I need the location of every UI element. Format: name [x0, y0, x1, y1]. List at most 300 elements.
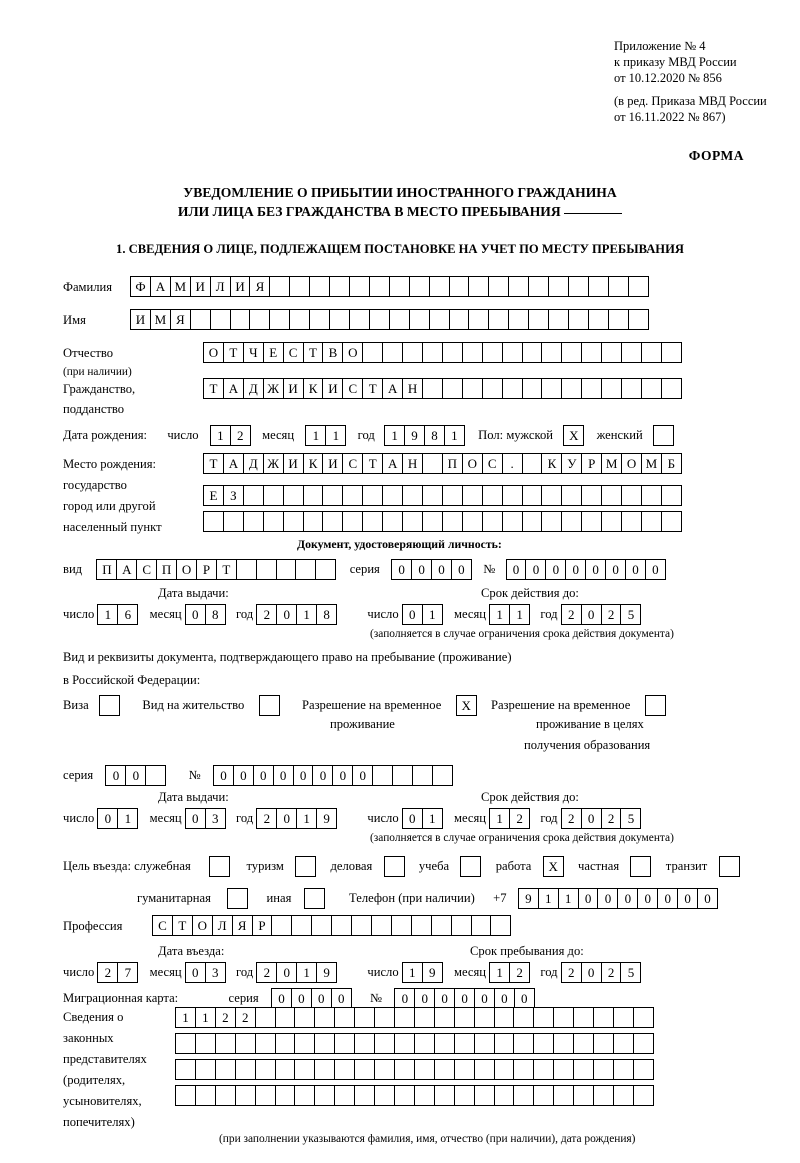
- char-cell[interactable]: О: [342, 342, 363, 363]
- char-cell[interactable]: 1: [558, 888, 579, 909]
- char-cell[interactable]: [568, 276, 589, 297]
- char-cell[interactable]: Н: [402, 378, 423, 399]
- char-cell[interactable]: [522, 511, 543, 532]
- char-cell[interactable]: Т: [362, 378, 383, 399]
- permit-valid-year-input[interactable]: [561, 808, 642, 829]
- char-cell[interactable]: [349, 309, 370, 330]
- char-cell[interactable]: 0: [394, 988, 415, 1009]
- char-cell[interactable]: [541, 511, 562, 532]
- permit-valid-month-input[interactable]: [489, 808, 530, 829]
- char-cell[interactable]: [195, 1059, 216, 1080]
- doc-issue-month-input[interactable]: [185, 604, 226, 625]
- char-cell[interactable]: О: [203, 342, 224, 363]
- surname-input[interactable]: [130, 276, 649, 297]
- char-cell[interactable]: 0: [352, 765, 373, 786]
- char-cell[interactable]: [314, 1007, 335, 1028]
- legal-rep-input-row-1[interactable]: [175, 1007, 654, 1028]
- char-cell[interactable]: [608, 309, 629, 330]
- char-cell[interactable]: [449, 309, 470, 330]
- char-cell[interactable]: [482, 378, 503, 399]
- char-cell[interactable]: [442, 485, 463, 506]
- char-cell[interactable]: 0: [125, 765, 146, 786]
- char-cell[interactable]: А: [150, 276, 171, 297]
- char-cell[interactable]: [329, 309, 350, 330]
- birth-day-input[interactable]: [210, 425, 251, 446]
- char-cell[interactable]: И: [230, 276, 251, 297]
- purpose-work-checkbox[interactable]: X: [543, 856, 564, 877]
- char-cell[interactable]: 2: [97, 962, 118, 983]
- char-cell[interactable]: 2: [561, 604, 582, 625]
- char-cell[interactable]: [442, 378, 463, 399]
- char-cell[interactable]: Т: [216, 559, 237, 580]
- char-cell[interactable]: [502, 378, 523, 399]
- char-cell[interactable]: [541, 485, 562, 506]
- char-cell[interactable]: [354, 1059, 375, 1080]
- char-cell[interactable]: [414, 1007, 435, 1028]
- char-cell[interactable]: [195, 1033, 216, 1054]
- char-cell[interactable]: [621, 485, 642, 506]
- char-cell[interactable]: [275, 1033, 296, 1054]
- char-cell[interactable]: [474, 1033, 495, 1054]
- char-cell[interactable]: [362, 485, 383, 506]
- char-cell[interactable]: [314, 1059, 335, 1080]
- entry-month-input[interactable]: [185, 962, 226, 983]
- char-cell[interactable]: Т: [303, 342, 324, 363]
- char-cell[interactable]: [275, 1059, 296, 1080]
- char-cell[interactable]: 1: [210, 425, 231, 446]
- char-cell[interactable]: [601, 342, 622, 363]
- char-cell[interactable]: [175, 1085, 196, 1106]
- char-cell[interactable]: [303, 511, 324, 532]
- char-cell[interactable]: 8: [205, 604, 226, 625]
- char-cell[interactable]: [471, 915, 492, 936]
- permit-issue-day-input[interactable]: [97, 808, 138, 829]
- char-cell[interactable]: 2: [509, 808, 530, 829]
- char-cell[interactable]: [374, 1007, 395, 1028]
- char-cell[interactable]: [468, 276, 489, 297]
- char-cell[interactable]: [661, 378, 682, 399]
- char-cell[interactable]: Т: [172, 915, 193, 936]
- char-cell[interactable]: [468, 309, 489, 330]
- char-cell[interactable]: [633, 1059, 654, 1080]
- char-cell[interactable]: [553, 1085, 574, 1106]
- doc-issue-day-input[interactable]: [97, 604, 138, 625]
- char-cell[interactable]: [588, 309, 609, 330]
- char-cell[interactable]: 0: [291, 988, 312, 1009]
- char-cell[interactable]: 5: [620, 604, 641, 625]
- char-cell[interactable]: [249, 309, 270, 330]
- char-cell[interactable]: [454, 1085, 475, 1106]
- char-cell[interactable]: 8: [316, 604, 337, 625]
- char-cell[interactable]: А: [382, 453, 403, 474]
- char-cell[interactable]: [402, 485, 423, 506]
- char-cell[interactable]: [215, 1033, 236, 1054]
- char-cell[interactable]: Л: [210, 276, 231, 297]
- char-cell[interactable]: [628, 309, 649, 330]
- char-cell[interactable]: 1: [402, 962, 423, 983]
- char-cell[interactable]: [275, 1085, 296, 1106]
- char-cell[interactable]: Б: [661, 453, 682, 474]
- doc-issue-year-input[interactable]: [256, 604, 337, 625]
- char-cell[interactable]: 0: [391, 559, 412, 580]
- char-cell[interactable]: 0: [233, 765, 254, 786]
- char-cell[interactable]: [641, 511, 662, 532]
- char-cell[interactable]: 2: [215, 1007, 236, 1028]
- char-cell[interactable]: [414, 1059, 435, 1080]
- char-cell[interactable]: [431, 915, 452, 936]
- char-cell[interactable]: [482, 511, 503, 532]
- char-cell[interactable]: [271, 915, 292, 936]
- char-cell[interactable]: [351, 915, 372, 936]
- sex-female-checkbox[interactable]: [653, 425, 674, 446]
- char-cell[interactable]: [371, 915, 392, 936]
- permit-number-input[interactable]: [213, 765, 453, 786]
- char-cell[interactable]: [190, 309, 211, 330]
- char-cell[interactable]: [434, 1033, 455, 1054]
- char-cell[interactable]: [548, 276, 569, 297]
- char-cell[interactable]: [633, 1007, 654, 1028]
- char-cell[interactable]: 1: [489, 962, 510, 983]
- char-cell[interactable]: 0: [105, 765, 126, 786]
- char-cell[interactable]: 2: [509, 962, 530, 983]
- permit-series-input[interactable]: [105, 765, 166, 786]
- char-cell[interactable]: 0: [185, 604, 206, 625]
- purpose-humanitarian-checkbox[interactable]: [227, 888, 248, 909]
- char-cell[interactable]: [661, 342, 682, 363]
- legal-rep-input-row-2[interactable]: [175, 1033, 654, 1054]
- char-cell[interactable]: [482, 342, 503, 363]
- char-cell[interactable]: 0: [331, 988, 352, 1009]
- char-cell[interactable]: 0: [625, 559, 646, 580]
- char-cell[interactable]: 0: [332, 765, 353, 786]
- char-cell[interactable]: П: [442, 453, 463, 474]
- char-cell[interactable]: [581, 511, 602, 532]
- char-cell[interactable]: [314, 1033, 335, 1054]
- char-cell[interactable]: 1: [296, 808, 317, 829]
- char-cell[interactable]: 5: [620, 808, 641, 829]
- char-cell[interactable]: [391, 915, 412, 936]
- char-cell[interactable]: 9: [518, 888, 539, 909]
- char-cell[interactable]: [289, 276, 310, 297]
- char-cell[interactable]: 0: [578, 888, 599, 909]
- char-cell[interactable]: [513, 1007, 534, 1028]
- char-cell[interactable]: [289, 309, 310, 330]
- char-cell[interactable]: [175, 1059, 196, 1080]
- char-cell[interactable]: [175, 1033, 196, 1054]
- char-cell[interactable]: М: [641, 453, 662, 474]
- char-cell[interactable]: [309, 309, 330, 330]
- mc-series-input[interactable]: [271, 988, 352, 1009]
- char-cell[interactable]: И: [190, 276, 211, 297]
- char-cell[interactable]: К: [541, 453, 562, 474]
- char-cell[interactable]: [541, 378, 562, 399]
- char-cell[interactable]: И: [283, 378, 304, 399]
- char-cell[interactable]: [315, 559, 336, 580]
- name-input[interactable]: [130, 309, 649, 330]
- char-cell[interactable]: 2: [256, 604, 277, 625]
- char-cell[interactable]: [633, 1085, 654, 1106]
- char-cell[interactable]: [522, 453, 543, 474]
- char-cell[interactable]: [513, 1085, 534, 1106]
- char-cell[interactable]: [331, 915, 352, 936]
- char-cell[interactable]: [269, 276, 290, 297]
- char-cell[interactable]: 0: [657, 888, 678, 909]
- char-cell[interactable]: [275, 1007, 296, 1028]
- char-cell[interactable]: [641, 378, 662, 399]
- char-cell[interactable]: [295, 559, 316, 580]
- char-cell[interactable]: [210, 309, 231, 330]
- char-cell[interactable]: [548, 309, 569, 330]
- char-cell[interactable]: [374, 1033, 395, 1054]
- char-cell[interactable]: [633, 1033, 654, 1054]
- char-cell[interactable]: С: [283, 342, 304, 363]
- char-cell[interactable]: 0: [185, 808, 206, 829]
- char-cell[interactable]: Р: [196, 559, 217, 580]
- char-cell[interactable]: [434, 1085, 455, 1106]
- char-cell[interactable]: [621, 342, 642, 363]
- char-cell[interactable]: 0: [637, 888, 658, 909]
- char-cell[interactable]: [389, 276, 410, 297]
- char-cell[interactable]: 0: [431, 559, 452, 580]
- char-cell[interactable]: [494, 1085, 515, 1106]
- char-cell[interactable]: 0: [97, 808, 118, 829]
- char-cell[interactable]: [269, 309, 290, 330]
- char-cell[interactable]: [322, 485, 343, 506]
- char-cell[interactable]: [382, 511, 403, 532]
- char-cell[interactable]: 7: [117, 962, 138, 983]
- char-cell[interactable]: [255, 1059, 276, 1080]
- char-cell[interactable]: С: [152, 915, 173, 936]
- birthplace-input-row-1[interactable]: [203, 453, 682, 474]
- char-cell[interactable]: О: [192, 915, 213, 936]
- char-cell[interactable]: [613, 1033, 634, 1054]
- char-cell[interactable]: Т: [203, 378, 224, 399]
- char-cell[interactable]: 0: [276, 962, 297, 983]
- char-cell[interactable]: [263, 511, 284, 532]
- char-cell[interactable]: [294, 1085, 315, 1106]
- char-cell[interactable]: [434, 1007, 455, 1028]
- char-cell[interactable]: [422, 342, 443, 363]
- char-cell[interactable]: [454, 1059, 475, 1080]
- char-cell[interactable]: [334, 1059, 355, 1080]
- char-cell[interactable]: [434, 1059, 455, 1080]
- char-cell[interactable]: [414, 1085, 435, 1106]
- char-cell[interactable]: [661, 485, 682, 506]
- char-cell[interactable]: 2: [601, 604, 622, 625]
- char-cell[interactable]: [528, 276, 549, 297]
- char-cell[interactable]: Ч: [243, 342, 264, 363]
- char-cell[interactable]: 9: [316, 962, 337, 983]
- char-cell[interactable]: [533, 1059, 554, 1080]
- char-cell[interactable]: 0: [581, 808, 602, 829]
- char-cell[interactable]: [488, 309, 509, 330]
- char-cell[interactable]: 0: [402, 604, 423, 625]
- char-cell[interactable]: [454, 1007, 475, 1028]
- temp-residence-checkbox[interactable]: X: [456, 695, 477, 716]
- char-cell[interactable]: Ж: [263, 453, 284, 474]
- char-cell[interactable]: [283, 485, 304, 506]
- char-cell[interactable]: Е: [263, 342, 284, 363]
- char-cell[interactable]: [553, 1033, 574, 1054]
- char-cell[interactable]: Т: [223, 342, 244, 363]
- char-cell[interactable]: А: [223, 378, 244, 399]
- char-cell[interactable]: [541, 342, 562, 363]
- char-cell[interactable]: 0: [276, 604, 297, 625]
- char-cell[interactable]: [581, 485, 602, 506]
- char-cell[interactable]: [422, 378, 443, 399]
- char-cell[interactable]: [394, 1059, 415, 1080]
- char-cell[interactable]: К: [303, 378, 324, 399]
- char-cell[interactable]: 0: [312, 765, 333, 786]
- char-cell[interactable]: О: [176, 559, 197, 580]
- char-cell[interactable]: 1: [538, 888, 559, 909]
- char-cell[interactable]: [342, 485, 363, 506]
- char-cell[interactable]: [553, 1007, 574, 1028]
- char-cell[interactable]: 0: [311, 988, 332, 1009]
- char-cell[interactable]: Е: [203, 485, 224, 506]
- char-cell[interactable]: [451, 915, 472, 936]
- char-cell[interactable]: Р: [252, 915, 273, 936]
- char-cell[interactable]: [561, 511, 582, 532]
- char-cell[interactable]: [462, 342, 483, 363]
- char-cell[interactable]: 2: [561, 808, 582, 829]
- char-cell[interactable]: [369, 309, 390, 330]
- char-cell[interactable]: [573, 1085, 594, 1106]
- char-cell[interactable]: 2: [256, 962, 277, 983]
- char-cell[interactable]: И: [322, 453, 343, 474]
- char-cell[interactable]: [291, 915, 312, 936]
- purpose-study-checkbox[interactable]: [460, 856, 481, 877]
- char-cell[interactable]: 0: [494, 988, 515, 1009]
- char-cell[interactable]: 0: [645, 559, 666, 580]
- char-cell[interactable]: 2: [230, 425, 251, 446]
- char-cell[interactable]: У: [561, 453, 582, 474]
- char-cell[interactable]: 1: [296, 962, 317, 983]
- char-cell[interactable]: 0: [581, 962, 602, 983]
- char-cell[interactable]: [329, 276, 350, 297]
- stay-month-input[interactable]: [489, 962, 530, 983]
- char-cell[interactable]: [429, 276, 450, 297]
- char-cell[interactable]: [608, 276, 629, 297]
- char-cell[interactable]: [422, 511, 443, 532]
- char-cell[interactable]: [235, 1085, 256, 1106]
- char-cell[interactable]: 2: [235, 1007, 256, 1028]
- char-cell[interactable]: З: [223, 485, 244, 506]
- char-cell[interactable]: 1: [175, 1007, 196, 1028]
- char-cell[interactable]: [362, 511, 383, 532]
- char-cell[interactable]: [283, 511, 304, 532]
- char-cell[interactable]: 0: [411, 559, 432, 580]
- char-cell[interactable]: 0: [454, 988, 475, 1009]
- char-cell[interactable]: Т: [362, 453, 383, 474]
- char-cell[interactable]: В: [322, 342, 343, 363]
- char-cell[interactable]: С: [342, 378, 363, 399]
- char-cell[interactable]: [294, 1033, 315, 1054]
- char-cell[interactable]: [294, 1007, 315, 1028]
- char-cell[interactable]: [334, 1007, 355, 1028]
- doc-valid-year-input[interactable]: [561, 604, 642, 625]
- purpose-transit-checkbox[interactable]: [719, 856, 740, 877]
- char-cell[interactable]: [294, 1059, 315, 1080]
- char-cell[interactable]: [235, 1059, 256, 1080]
- char-cell[interactable]: [389, 309, 410, 330]
- char-cell[interactable]: [494, 1007, 515, 1028]
- char-cell[interactable]: [474, 1059, 495, 1080]
- sex-male-checkbox[interactable]: X: [563, 425, 584, 446]
- char-cell[interactable]: 1: [117, 808, 138, 829]
- char-cell[interactable]: [311, 915, 332, 936]
- char-cell[interactable]: [215, 1085, 236, 1106]
- char-cell[interactable]: Я: [170, 309, 191, 330]
- char-cell[interactable]: О: [462, 453, 483, 474]
- legal-rep-input-row-4[interactable]: [175, 1085, 654, 1106]
- char-cell[interactable]: [372, 765, 393, 786]
- char-cell[interactable]: [369, 276, 390, 297]
- char-cell[interactable]: 5: [620, 962, 641, 983]
- char-cell[interactable]: [462, 511, 483, 532]
- char-cell[interactable]: М: [170, 276, 191, 297]
- purpose-service-checkbox[interactable]: [209, 856, 230, 877]
- char-cell[interactable]: 6: [117, 604, 138, 625]
- char-cell[interactable]: М: [150, 309, 171, 330]
- entry-day-input[interactable]: [97, 962, 138, 983]
- char-cell[interactable]: [533, 1085, 554, 1106]
- char-cell[interactable]: Я: [232, 915, 253, 936]
- char-cell[interactable]: Р: [581, 453, 602, 474]
- char-cell[interactable]: [223, 511, 244, 532]
- birthplace-input-row-3[interactable]: [203, 511, 682, 532]
- char-cell[interactable]: [502, 485, 523, 506]
- char-cell[interactable]: [522, 342, 543, 363]
- purpose-business-checkbox[interactable]: [384, 856, 405, 877]
- char-cell[interactable]: [402, 511, 423, 532]
- char-cell[interactable]: 8: [424, 425, 445, 446]
- char-cell[interactable]: [394, 1033, 415, 1054]
- profession-input[interactable]: [152, 915, 511, 936]
- char-cell[interactable]: [593, 1085, 614, 1106]
- char-cell[interactable]: [661, 511, 682, 532]
- char-cell[interactable]: 0: [597, 888, 618, 909]
- char-cell[interactable]: 1: [305, 425, 326, 446]
- patronymic-input[interactable]: [203, 342, 682, 363]
- char-cell[interactable]: [442, 342, 463, 363]
- char-cell[interactable]: 0: [451, 559, 472, 580]
- char-cell[interactable]: [334, 1033, 355, 1054]
- char-cell[interactable]: [394, 1085, 415, 1106]
- residence-permit-checkbox[interactable]: [259, 695, 280, 716]
- char-cell[interactable]: [593, 1059, 614, 1080]
- char-cell[interactable]: [414, 1033, 435, 1054]
- char-cell[interactable]: [474, 1085, 495, 1106]
- char-cell[interactable]: [382, 485, 403, 506]
- char-cell[interactable]: [573, 1059, 594, 1080]
- char-cell[interactable]: И: [322, 378, 343, 399]
- char-cell[interactable]: [613, 1059, 634, 1080]
- char-cell[interactable]: [533, 1007, 554, 1028]
- char-cell[interactable]: [573, 1007, 594, 1028]
- char-cell[interactable]: 1: [422, 808, 443, 829]
- char-cell[interactable]: [422, 453, 443, 474]
- char-cell[interactable]: [601, 511, 622, 532]
- char-cell[interactable]: 1: [489, 808, 510, 829]
- visa-checkbox[interactable]: [99, 695, 120, 716]
- char-cell[interactable]: 1: [296, 604, 317, 625]
- char-cell[interactable]: [255, 1007, 276, 1028]
- char-cell[interactable]: 0: [414, 988, 435, 1009]
- char-cell[interactable]: [215, 1059, 236, 1080]
- char-cell[interactable]: Н: [402, 453, 423, 474]
- char-cell[interactable]: [593, 1033, 614, 1054]
